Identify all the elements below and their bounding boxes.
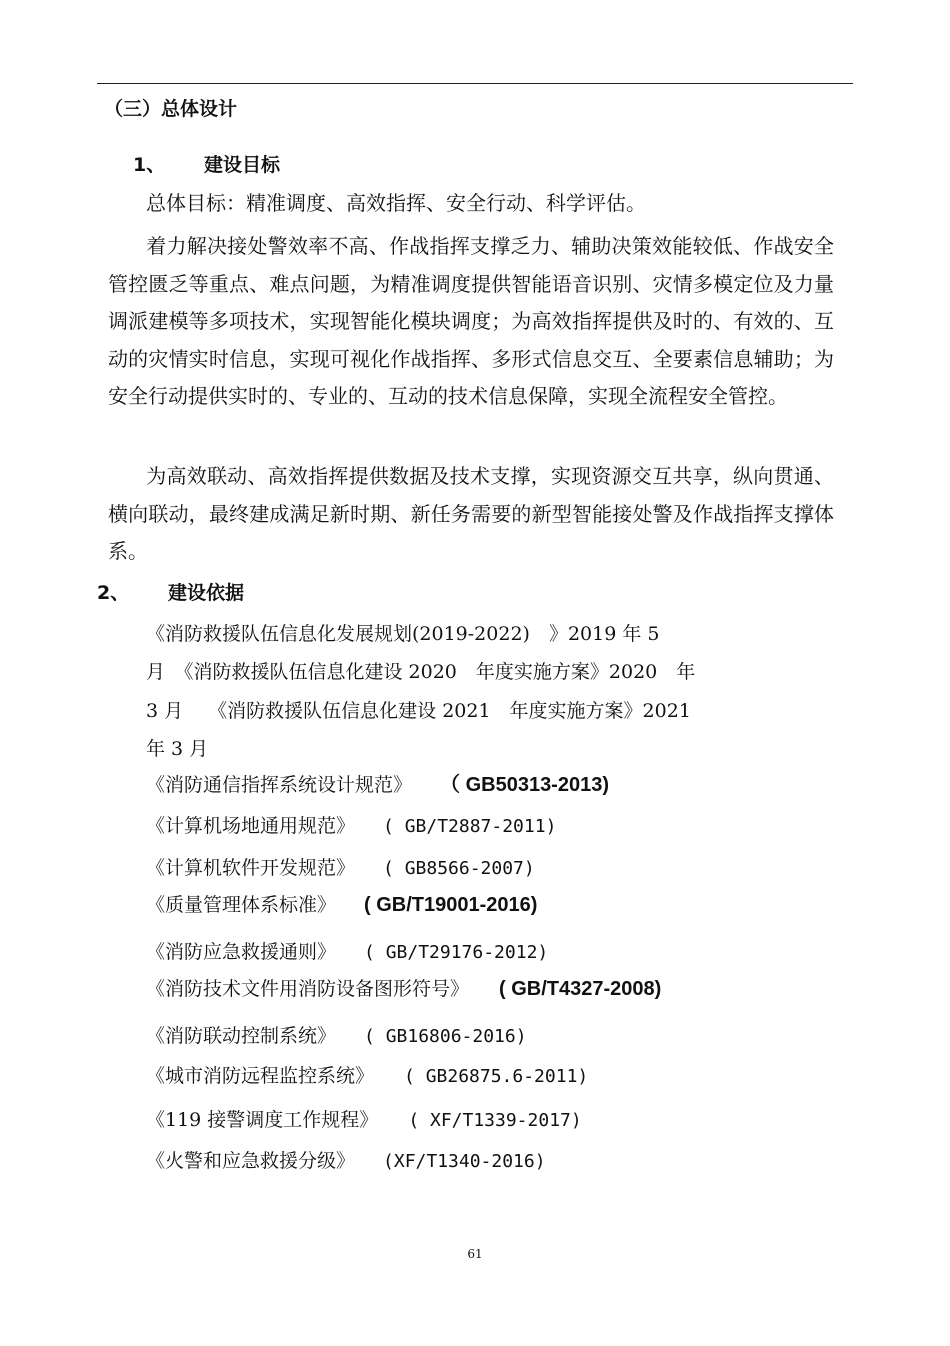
plan-line-4: 年 3 月 (146, 738, 209, 760)
subsection-1-title: 建设目标 (204, 154, 281, 176)
reference-item (146, 1146, 546, 1173)
reference-code: ( GB/T19001-2016) (364, 894, 538, 916)
reference-code: ( GB26875.6-2011) (404, 1066, 589, 1087)
goal-line: 总体目标：精准调度、高效指挥、安全行动、科学评估。 (146, 191, 646, 215)
reference-item (146, 890, 537, 917)
page-number: 61 (467, 1247, 483, 1261)
reference-item (146, 768, 609, 797)
reference-item (146, 811, 556, 838)
plan-line-1: 《消防救援队伍信息化发展规划(2019-2022) 》2019 年 5 (146, 623, 660, 645)
reference-title: 《消防应急救援通则》 (146, 941, 337, 963)
paragraph-2-text: 为高效联动、高效指挥提供数据及技术支撑，实现资源交互共享，纵向贯通、横向联动，最终建成满足新时期、新任务需要的新型智能接处警及作战指挥支撑体系。 (108, 464, 834, 563)
reference-item (146, 1061, 588, 1088)
reference-code: (XF/T1340-2016) (383, 1151, 546, 1172)
paragraph-2 (108, 458, 834, 571)
reference-title: 《消防技术文件用消防设备图形符号》 (146, 978, 470, 1000)
reference-code: ( GB/T2887-2011) (383, 816, 557, 837)
plan-line-2: 月 《消防救援队伍信息化建设 2020 年度实施方案》2020 年 (146, 661, 696, 683)
reference-title: 《城市消防远程监控系统》 (146, 1065, 375, 1087)
reference-title: 《质量管理体系标准》 (146, 894, 337, 916)
paragraph-1-text: 着力解决接处警效率不高、作战指挥支撑乏力、辅助决策效能较低、作战安全管控匮乏等重点、难点问题，为精准调度提供智能语音识别、灾情多模定位及力量调派建模等多项技术，实现智能化模块调度；为高效指挥提供及时的、有效的、互动的灾情实时信息，实现可视化作战指挥、多形式信息交互、全要素信息辅助；为安全行动提供实时的、专业的、互动的技术信息保障，实现全流程安全管控。 (108, 234, 834, 408)
subsection-2-title: 建设依据 (168, 582, 245, 604)
reference-title: 《消防联动控制系统》 (146, 1025, 337, 1047)
section-heading: （三）总体设计 (104, 98, 238, 120)
reference-title: 《119 接警调度工作规程》 (146, 1109, 379, 1131)
reference-code: ( GB8566-2007) (383, 858, 535, 879)
reference-item (146, 937, 548, 964)
subsection-2-number: 2、 (97, 582, 130, 604)
reference-code: ( XF/T1339-2017) (408, 1110, 582, 1131)
reference-item (146, 1105, 582, 1132)
reference-title: 《火警和应急救援分级》 (146, 1150, 356, 1172)
reference-code: ( GB/T29176-2012) (364, 942, 549, 963)
paragraph-1 (108, 228, 834, 416)
reference-item (146, 974, 661, 1001)
reference-item (146, 1021, 527, 1048)
reference-title: 《计算机软件开发规范》 (146, 857, 356, 879)
reference-item (146, 853, 535, 880)
reference-title: 《计算机场地通用规范》 (146, 815, 356, 837)
reference-code: （ GB50313-2013) (440, 774, 609, 796)
reference-title: 《消防通信指挥系统设计规范》 (146, 774, 413, 796)
plan-line-3: 3 月 《消防救援队伍信息化建设 2021 年度实施方案》2021 (146, 700, 691, 722)
reference-code: ( GB16806-2016) (364, 1026, 527, 1047)
subsection-1-number: 1、 (133, 154, 166, 176)
reference-code: ( GB/T4327-2008) (499, 978, 662, 1000)
header-rule (97, 83, 853, 84)
